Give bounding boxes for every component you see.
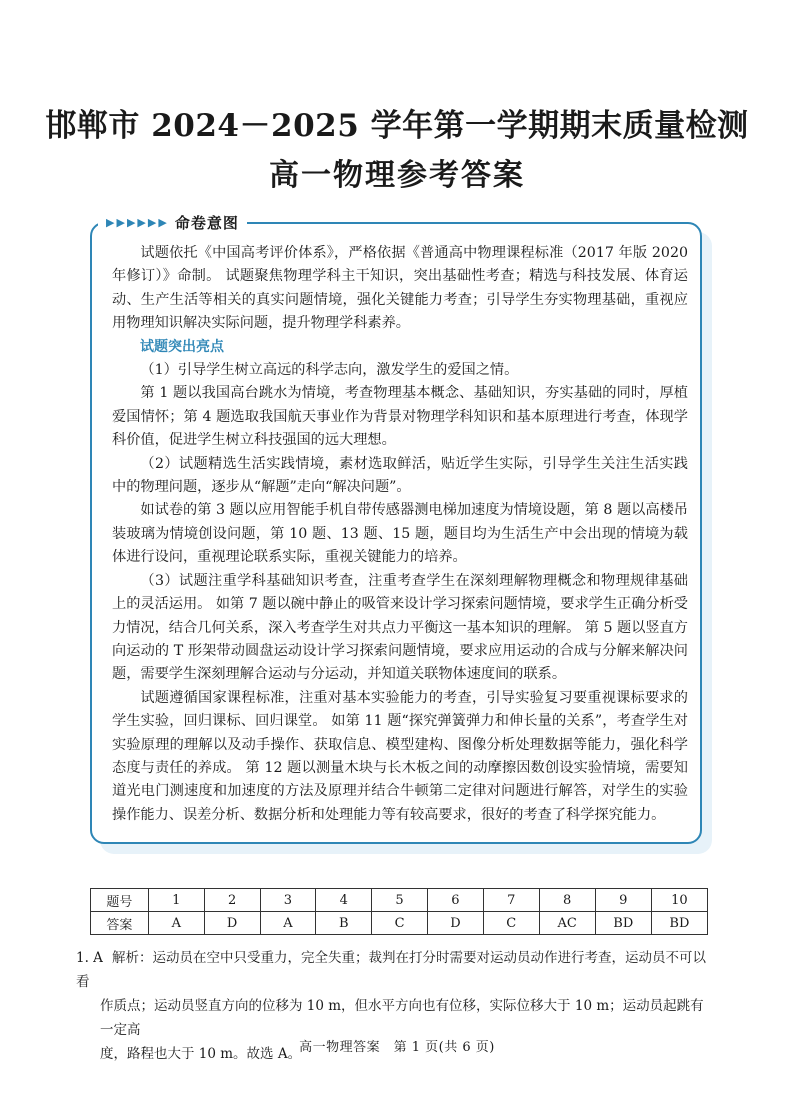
highlight-paragraph: （1）引导学生树立高远的科学志向，激发学生的爱国之情。 <box>140 362 519 379</box>
answer-cell: AC <box>539 912 595 935</box>
answer-cell: A <box>148 912 204 935</box>
question-number: 6 <box>427 889 483 912</box>
question-number: 3 <box>260 889 316 912</box>
document-title: 邯郸市 2024－2025 学年第一学期期末质量检测 <box>45 108 749 144</box>
question-number: 7 <box>483 889 539 912</box>
row-label-answer: 答案 <box>91 912 149 935</box>
question-number-row <box>91 889 708 912</box>
highlight-paragraph: 如试卷的第 3 题以应用智能手机自带传感器测电梯加速度为情境设题，第 8 题以高楼吊装玻璃为情境创设问题，第 10 题、13 题、15 题，题目均为生活生产中会出现的情境为载体进行设问，重视理论联系实际，重视关键能力的培养。 <box>112 502 688 566</box>
highlight-paragraph: 第 1 题以我国高台跳水为情境，考查物理基本概念、基础知识，夯实基础的同时，厚植爱国情怀；第 4 题选取我国航天事业作为背景对物理学科知识和基本原理进行考查，体现学科价值，促进学生树立科技强国的远大理想。 <box>112 385 688 449</box>
explanation-line: 度，路程也大于 10 m。故选 A。 <box>100 1046 302 1062</box>
answer-cell: BD <box>595 912 651 935</box>
intent-box-header <box>98 208 247 236</box>
question-number: 4 <box>316 889 372 912</box>
question-number: 10 <box>651 889 707 912</box>
answer-table <box>90 888 708 935</box>
answer-cell: B <box>316 912 372 935</box>
intent-box-content <box>112 242 688 827</box>
answer-cell: C <box>483 912 539 935</box>
question-number: 8 <box>539 889 595 912</box>
question-number: 1 <box>148 889 204 912</box>
answer-cell: D <box>204 912 260 935</box>
intent-box-title: 命卷意图 <box>174 213 239 232</box>
question-number: 2 <box>204 889 260 912</box>
answer-row <box>91 912 708 935</box>
document-subtitle: 高一物理参考答案 <box>269 158 525 193</box>
question-1-answer: 1. A <box>76 950 103 966</box>
highlight-paragraph: （3）试题注重学科基础知识考查，注重考查学生在深刻理解物理概念和物理规律基础上的灵活运用。 如第 7 题以碗中静止的吸管来设计学习探索问题情境，要求学生正确分析受力情况，结合几何关系，深入考查学生对共点力平衡这一基本知识的理解。 第 5 题以竖直方向运动的 T 形架带动圆盘运动设计学习探索问题情境，要求应用运动的合成与分解来解决问题，需要学生深刻理解合运动与分运动，并知道关联物体速度间的联系。 <box>112 572 688 683</box>
explanation-line: 解析：运动员在空中只受重力，完全失重；裁判在打分时需要对运动员动作进行考查，运动员不可以看 <box>76 950 706 990</box>
question-number: 5 <box>372 889 428 912</box>
answer-cell: A <box>260 912 316 935</box>
highlight-paragraph: 试题遵循国家课程标准，注重对基本实验能力的考查，引导实验复习要重视课标要求的学生实验，回归课标、回归课堂。 如第 11 题“探究弹簧弹力和伸长量的关系”，考查学生对实验原理的理解以及动手操作、获取信息、模型建构、图像分析处理数据等能力，强化科学态度与责任的养成。 第 12 题以测量木块与长木板之间的动摩擦因数创设实验情境，需要知道光电门测速度和加速度的方法及原理并结合牛顿第二定律对问题进行解答，对学生的实验操作能力、误差分析、数据分析和处理能力等有较高要求，很好的考查了科学探究能力。 <box>112 689 688 823</box>
explanation-line: 作质点；运动员竖直方向的位移为 10 m，但水平方向也有位移，实际位移大于 10 m；运动员起跳有一定高 <box>100 998 704 1038</box>
row-label-number: 题号 <box>91 889 149 912</box>
highlights-heading: 试题突出亮点 <box>140 338 224 355</box>
answer-cell: C <box>372 912 428 935</box>
answer-cell: D <box>427 912 483 935</box>
arrow-right-icon: ▶ ▶ ▶ ▶ ▶ ▶ <box>106 215 167 229</box>
highlight-paragraph: （2）试题精选生活实践情境，素材选取鲜活，贴近学生实际，引导学生关注生活实践中的物理问题，逐步从“解题”走向“解决问题”。 <box>112 455 688 496</box>
question-number: 9 <box>595 889 651 912</box>
page-footer: 高一物理答案 第 1 页(共 6 页) <box>299 1040 495 1055</box>
intent-intro: 试题依托《中国高考评价体系》，严格依据《普通高中物理课程标准（2017 年版 2020 年修订）》命制。 试题聚焦物理学科主干知识，突出基础性考查；精选与科技发展、体育运动、生产生活等相关的真实问题情境，强化关键能力考查；引导学生夯实物理基础，重视应用物理知识解决实际问题，提升物理学科素养。 <box>112 245 688 332</box>
answer-cell: BD <box>651 912 707 935</box>
